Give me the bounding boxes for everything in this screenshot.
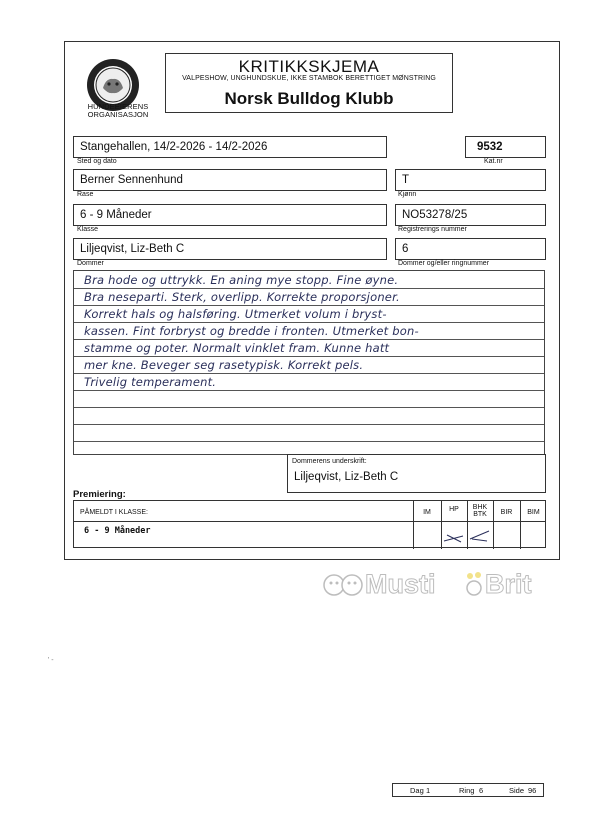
musti-cat-dog-icon	[322, 570, 366, 600]
footer-box	[392, 783, 544, 797]
footer-ring: 6	[479, 786, 484, 795]
premium-marks	[441, 525, 493, 547]
footer-page: 96	[528, 786, 537, 795]
breed-caption: Rase	[77, 191, 94, 198]
ring-field[interactable]: 6	[395, 238, 546, 260]
critique-line-6: mer kne. Beveger seg rasetypisk. Korrekt pels.	[84, 358, 364, 372]
col-bim: BIM	[527, 509, 540, 516]
critique-line-2: Bra neseparti. Sterk, overlipp. Korrekte proporsjoner.	[84, 290, 400, 304]
footer-page-label: Side	[509, 786, 525, 795]
col-bir: BIR	[500, 509, 513, 516]
reg-no-field[interactable]: NO53278/25	[395, 204, 546, 226]
critique-line-4: kassen. Fint forbryst og bredde i fronten. Utmerket bon-	[84, 324, 419, 338]
stray-mark: ' -	[48, 657, 54, 664]
club-name: Norsk Bulldog Klubb	[224, 89, 394, 108]
signature-name: Liljeqvist, Liz-Beth C	[294, 471, 399, 483]
reg-no-caption: Registrerings nummer	[398, 226, 467, 233]
critique-line-5: stamme og poter. Normalt vinklet fram. Kunne hatt	[84, 341, 390, 355]
enrolled-value: 6 - 9 Måneder	[84, 526, 151, 536]
critique-line-7: Trivelig temperament.	[84, 375, 217, 389]
footer-day-label: Dag	[410, 786, 424, 795]
enrolled-header: PÅMELDT I KLASSE:	[80, 509, 148, 516]
critique-line-3: Korrekt hals og halsføring. Utmerket volum i bryst-	[84, 307, 387, 321]
premiering-table	[73, 500, 546, 548]
footer-ring-label: Ring	[459, 786, 475, 795]
ring-caption: Dommer og/eller ringnummer	[398, 260, 490, 267]
class-field[interactable]: 6 - 9 Måneder	[73, 204, 387, 226]
breed-field[interactable]: Berner Sennenhund	[73, 169, 387, 191]
col-hp: HP	[449, 506, 459, 513]
organisation-label: HUNDEEIERENS ORGANISASJON	[87, 102, 149, 119]
cat-no-caption: Kat.nr	[484, 158, 503, 165]
form-subtitle: VALPESHOW, UNGHUNDSKUE, IKKE STAMBOK BERETTIGET MØNSTRING	[182, 75, 436, 82]
class-caption: Klasse	[77, 226, 99, 233]
musti-logo: Musti	[365, 569, 436, 599]
col-im: IM	[423, 509, 431, 516]
place-date-field[interactable]: Stangehallen, 14/2-2026 - 14/2-2026	[73, 136, 387, 158]
signature-caption: Dommerens underskrift:	[292, 458, 367, 465]
brit-logo: Brit	[485, 569, 532, 599]
judge-field[interactable]: Liljeqvist, Liz-Beth C	[73, 238, 387, 260]
form-title: KRITIKKSKJEMA	[238, 57, 380, 76]
critique-line-1: Bra hode og uttrykk. En aning mye stopp. Fine øyne.	[84, 273, 399, 287]
premiering-label: Premiering:	[73, 489, 126, 500]
sex-field[interactable]: T	[395, 169, 546, 191]
place-date-caption: Sted og dato	[77, 158, 117, 165]
cat-no-field[interactable]: 9532	[465, 136, 546, 158]
footer-day: 1	[426, 786, 431, 795]
judge-caption: Dommer	[77, 260, 104, 267]
sex-caption: Kjønn	[398, 191, 417, 198]
col-bhk-btk: BHK BTK	[472, 504, 488, 518]
